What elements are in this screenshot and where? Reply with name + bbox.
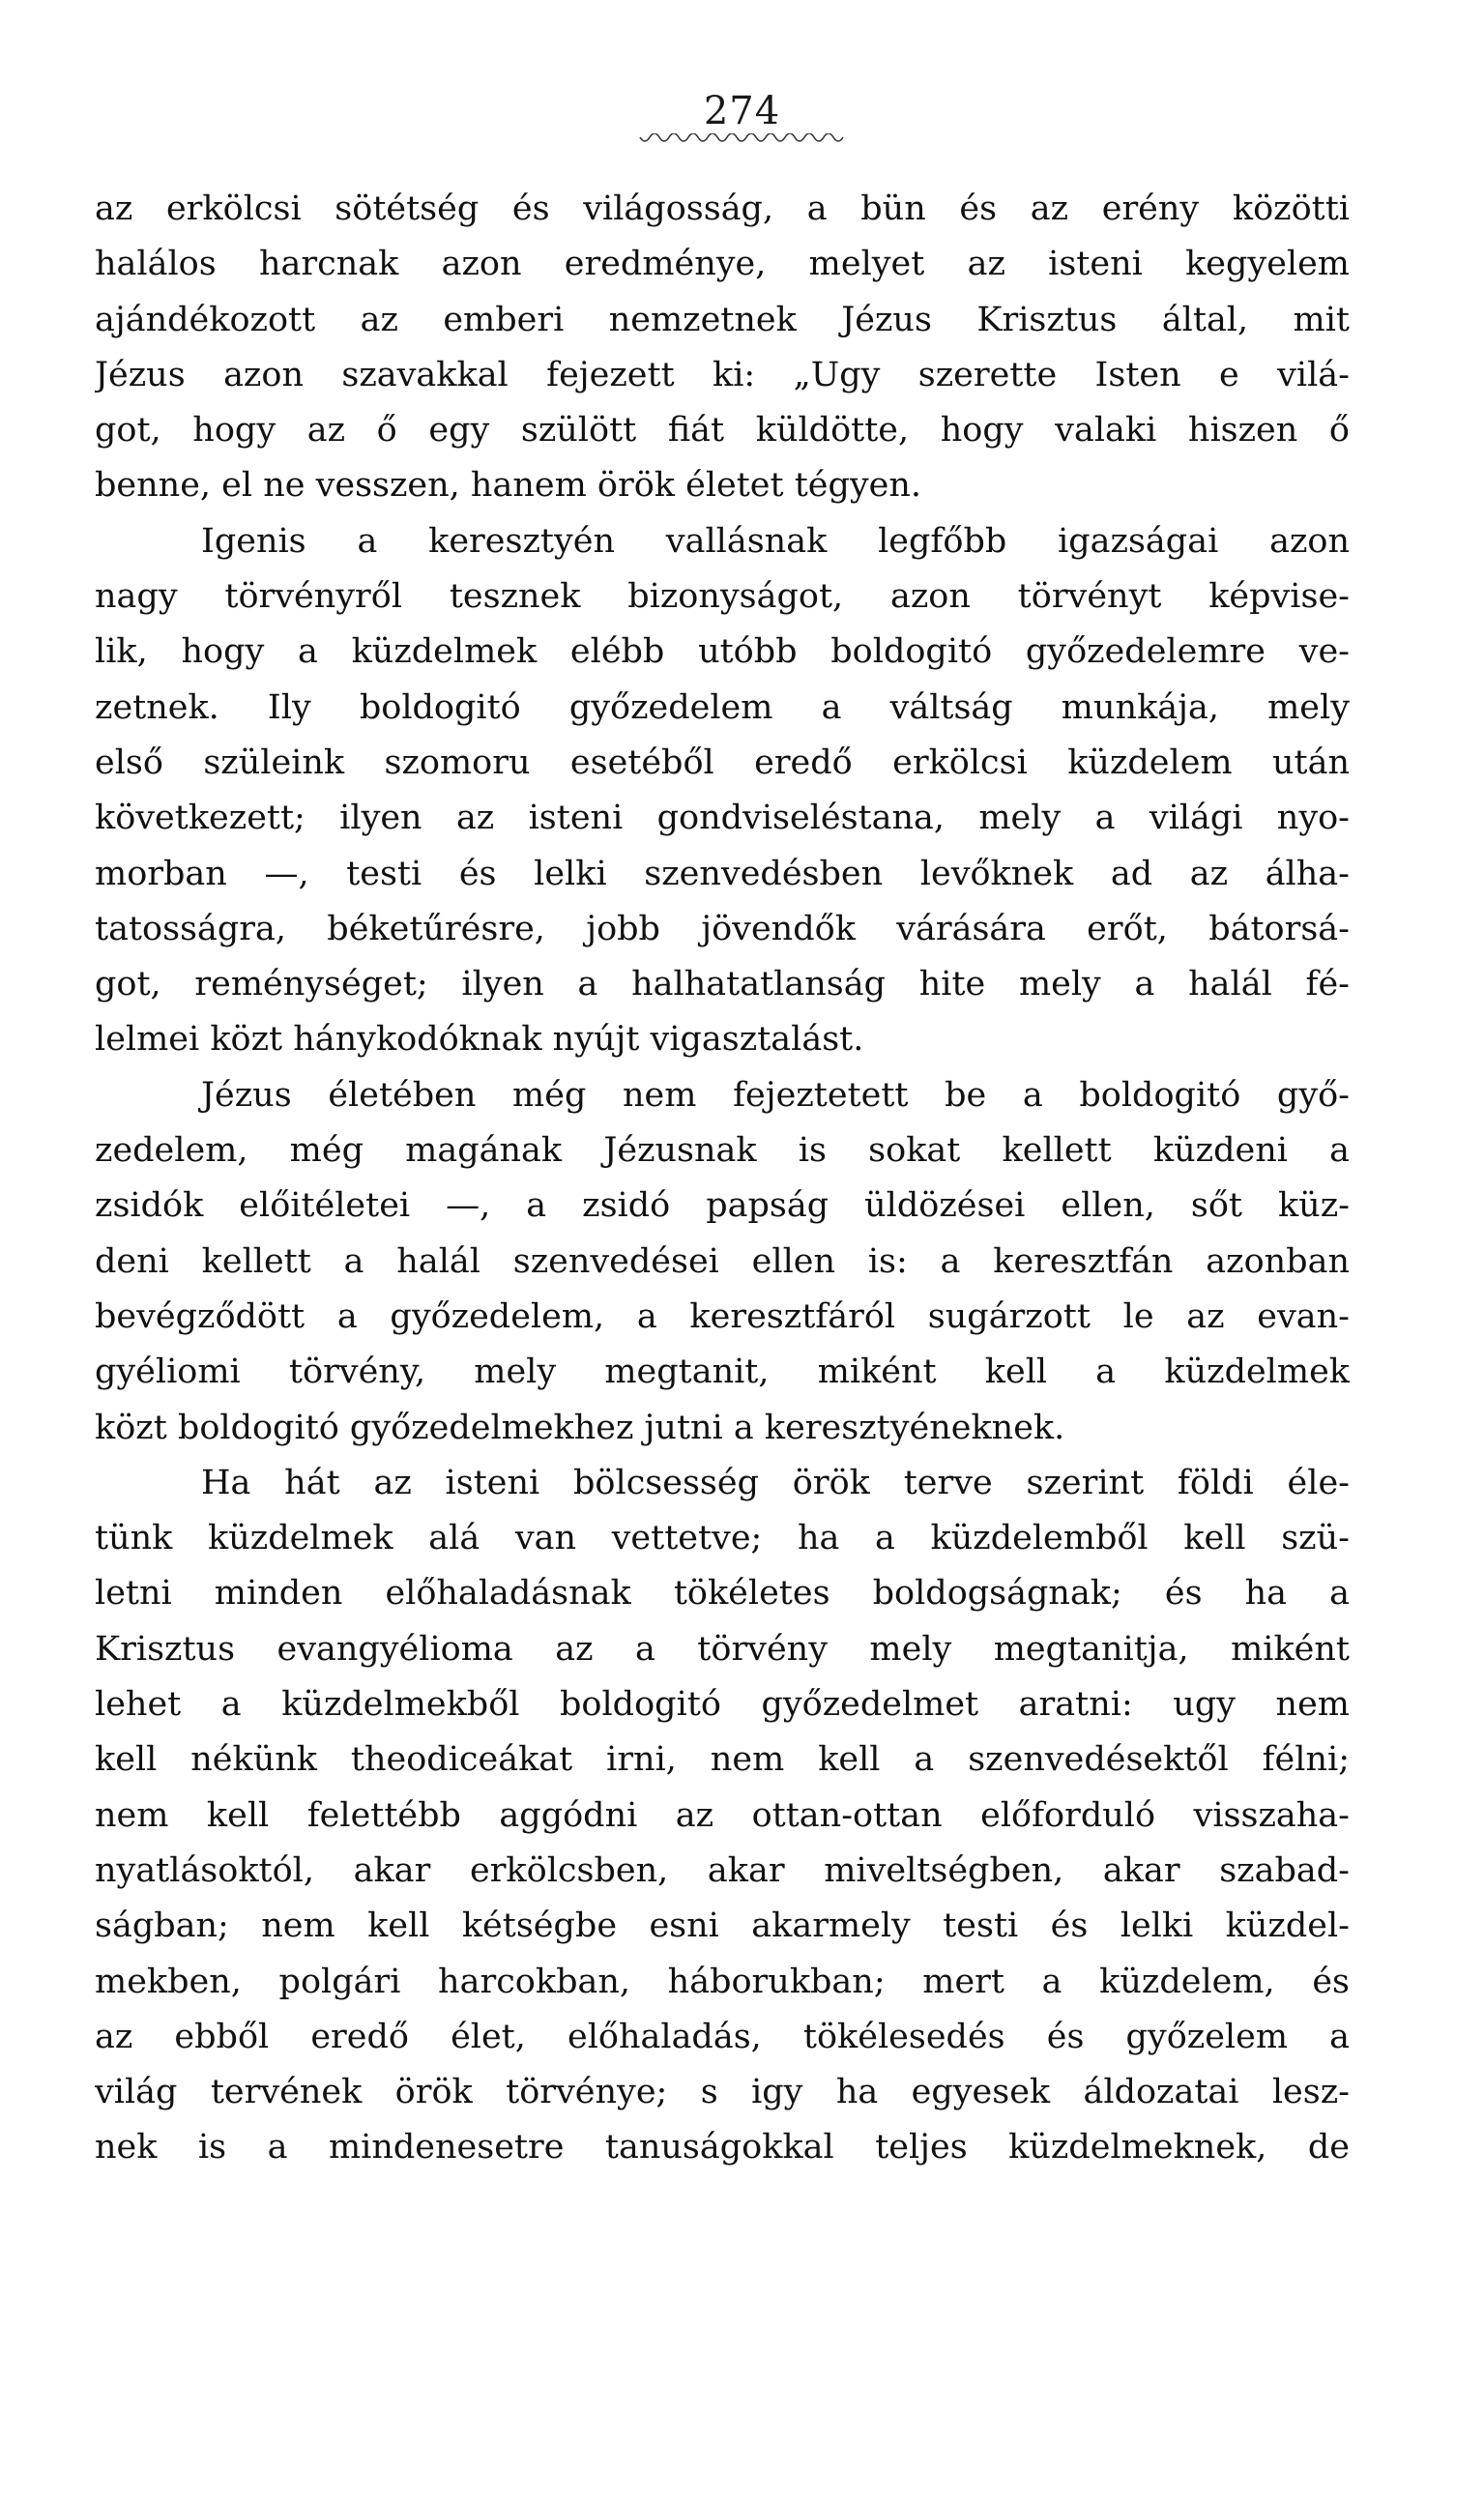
page-number: 274 bbox=[703, 89, 781, 133]
text-line: ajándékozott az emberi nemzetnek Jézus Krisztus által, mit bbox=[95, 300, 1350, 339]
text-line: kell nékünk theodiceákat irni, nem kell a szenvedésektől félni; bbox=[95, 1740, 1350, 1780]
text-line: got, reménységet; ilyen a halhatatlanság hite mely a halál fé- bbox=[95, 965, 1350, 1004]
text-line: nyatlásoktól, akar erkölcsben, akar miveltségben, akar szabad- bbox=[95, 1850, 1350, 1890]
text-line: az erkölcsi sötétség és világosság, a bün és az erény közötti bbox=[95, 189, 1350, 228]
text-line: halálos harcnak azon eredménye, melyet az isteni kegyelem bbox=[95, 245, 1350, 284]
text-line: gyéliomi törvény, mely megtanit, miként kell a küzdelmek bbox=[95, 1353, 1350, 1392]
text-line: Jézus azon szavakkal fejezett ki: „Ugy szerette Isten e vilá- bbox=[95, 355, 1350, 394]
text-line: világ tervének örök törvénye; s igy ha egyesek áldozatai lesz- bbox=[95, 2073, 1350, 2112]
text-line: lehet a küzdelmekből boldogitó győzedelmet aratni: ugy nem bbox=[95, 1685, 1350, 1725]
text-line: nek is a mindenesetre tanuságokkal teljes küzdelmeknek, de bbox=[95, 2128, 1350, 2167]
text-line: Jézus életében még nem fejeztetett be a boldogitó győ- bbox=[201, 1075, 1350, 1115]
text-line: nem kell felettébb aggódni az ottan-ottan előforduló visszaha- bbox=[95, 1795, 1350, 1835]
text-line: zetnek. Ily boldogitó győzedelem a váltság munkája, mely bbox=[95, 687, 1350, 727]
text-line: az ebből eredő élet, előhaladás, tökélesedés és győzelem a bbox=[95, 2017, 1350, 2056]
text-line: deni kellett a halál szenvedései ellen is: a keresztfán azonban bbox=[95, 1241, 1350, 1281]
text-line: zedelem, még magának Jézusnak is sokat kellett küzdeni a bbox=[95, 1131, 1350, 1171]
text-line: zsidók előitéletei —, a zsidó papság üldözései ellen, sőt küz- bbox=[95, 1186, 1350, 1226]
text-line: tatosságra, béketűrésre, jobb jövendők várására erőt, bátorsá- bbox=[95, 909, 1350, 948]
text-line: Igenis a keresztyén vallásnak legfőbb igazságai azon bbox=[201, 521, 1350, 561]
body-text bbox=[95, 182, 1350, 2176]
text-line: letni minden előhaladásnak tökéletes boldogságnak; és ha a bbox=[95, 1574, 1350, 1614]
text-line: benne, el ne vesszen, hanem örök életet tégyen. bbox=[95, 466, 922, 506]
text-line: Ha hát az isteni bölcsesség örök terve szerint földi éle- bbox=[201, 1463, 1350, 1502]
text-line: Krisztus evangyélioma az a törvény mely megtanitja, miként bbox=[95, 1629, 1350, 1669]
text-line: első szüleink szomoru esetéből eredő erkölcsi küzdelem után bbox=[95, 742, 1350, 782]
text-line: lelmei közt hánykodóknak nyújt vigasztalást. bbox=[95, 1020, 864, 1060]
text-line: mekben, polgári harcokban, háborukban; mert a küzdelem, és bbox=[95, 1962, 1350, 2001]
text-line: morban —, testi és lelki szenvedésben levőknek ad az álha- bbox=[95, 854, 1350, 893]
text-line: közt boldogitó győzedelmekhez jutni a keresztyéneknek. bbox=[95, 1408, 1065, 1447]
text-line: következett; ilyen az isteni gondviseléstana, mely a világi nyo- bbox=[95, 799, 1350, 838]
wavy-rule-ornament bbox=[638, 133, 845, 147]
text-line: lik, hogy a küzdelmek elébb utóbb boldogitó győzedelemre ve- bbox=[95, 632, 1350, 672]
text-line: ságban; nem kell kétségbe esni akarmely testi és lelki küzdel- bbox=[95, 1906, 1350, 1946]
text-line: nagy törvényről tesznek bizonyságot, azon törvényt képvise- bbox=[95, 577, 1350, 617]
text-line: got, hogy az ő egy szülött fiát küldötte, hogy valaki hiszen ő bbox=[95, 411, 1350, 451]
text-line: bevégződött a győzedelem, a keresztfáról sugárzott le az evan- bbox=[95, 1296, 1350, 1336]
text-line: tünk küzdelmek alá van vettetve; ha a küzdelemből kell szü- bbox=[95, 1519, 1350, 1558]
